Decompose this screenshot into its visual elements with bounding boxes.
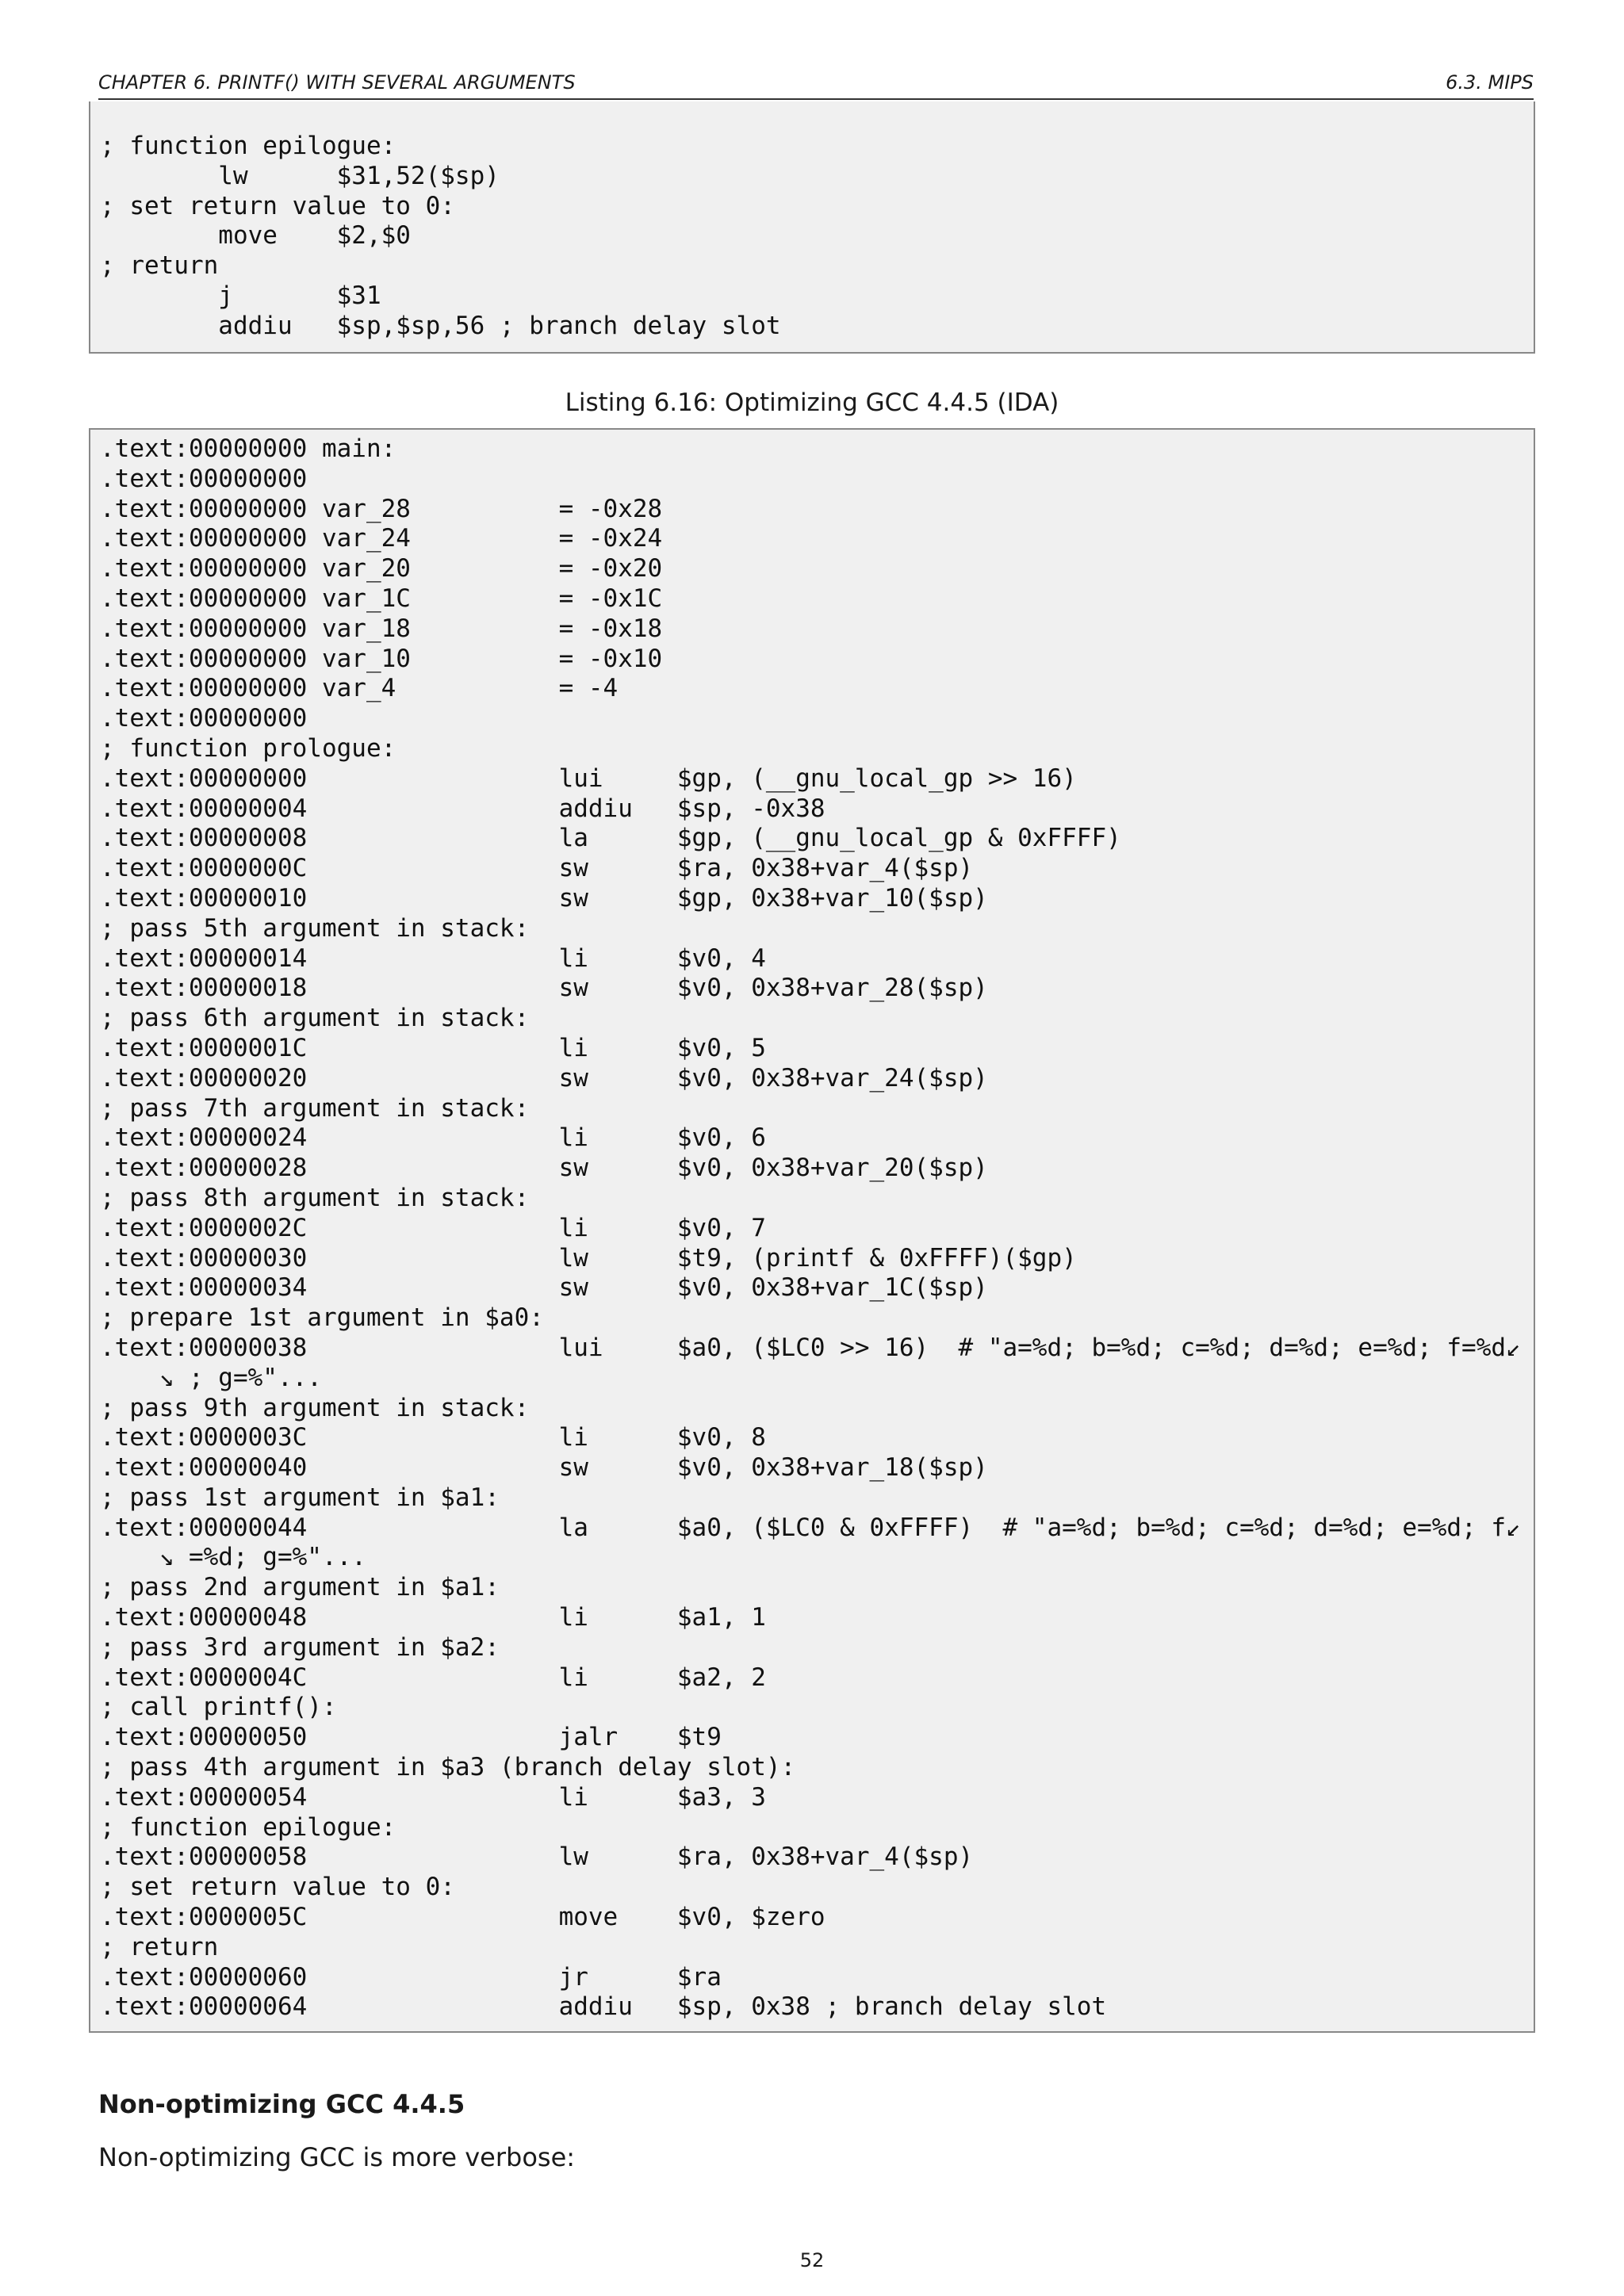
code-line: .text:00000030 lw $t9, (printf & 0xFFFF)($gp): [100, 1243, 1077, 1272]
code-line: .text:00000000 var_1C = -0x1C: [100, 584, 663, 613]
code-line: ; prepare 1st argument in $a0:: [100, 1303, 544, 1333]
code-line: .text:00000034 sw $v0, 0x38+var_1C($sp): [100, 1273, 988, 1303]
code-line: ; pass 4th argument in $a3 (branch delay slot):: [100, 1753, 796, 1782]
code-line: .text:00000040 sw $v0, 0x38+var_18($sp): [100, 1453, 988, 1483]
code-line: .text:00000014 li $v0, 4: [100, 943, 766, 973]
code-line: .text:00000060 jr $ra: [100, 1962, 722, 1992]
code-line: ↘ ; g=%"...: [100, 1363, 322, 1392]
code-line: .text:0000000C sw $ra, 0x38+var_4($sp): [100, 854, 974, 883]
page-header: [98, 70, 1534, 100]
code-line: .text:00000020 sw $v0, 0x38+var_24($sp): [100, 1063, 988, 1093]
code-line: .text:00000000: [100, 464, 308, 493]
paragraph: Non-optimizing GCC is more verbose:: [98, 2142, 576, 2172]
code-line: .text:00000000 var_10 = -0x10: [100, 644, 663, 673]
code-line: ; pass 8th argument in stack:: [100, 1183, 530, 1212]
code-line: ; pass 6th argument in stack:: [100, 1004, 530, 1033]
code-line: ; call printf():: [100, 1693, 337, 1722]
code-line: .text:00000000 var_18 = -0x18: [100, 614, 663, 643]
code-line: ; return: [100, 251, 219, 281]
code-line: move $2,$0: [100, 221, 411, 251]
code-line: ; pass 7th argument in stack:: [100, 1093, 530, 1123]
code-line: .text:00000038 lui $a0, ($LC0 >> 16) # "a=%d; b=%d; c=%d; d=%d; e=%d; f=%d↙: [100, 1333, 1521, 1362]
code-line: ; pass 2nd argument in $a1:: [100, 1573, 500, 1602]
code-line: .text:00000048 li $a1, 1: [100, 1603, 766, 1632]
code-line: ; pass 9th argument in stack:: [100, 1393, 530, 1422]
code-line: .text:0000004C li $a2, 2: [100, 1663, 766, 1692]
code-line: addiu $sp,$sp,56 ; branch delay slot: [100, 311, 781, 340]
page-number: 52: [799, 2249, 825, 2271]
code-line: .text:00000054 li $a3, 3: [100, 1782, 766, 1812]
code-line: .text:0000003C li $v0, 8: [100, 1423, 766, 1452]
code-line: .text:00000008 la $gp, (__gnu_local_gp & 0xFFFF): [100, 824, 1121, 853]
code-line: .text:00000000 main:: [100, 434, 396, 463]
code-listing-continued: [89, 101, 1535, 354]
code-line: .text:00000024 li $v0, 6: [100, 1123, 766, 1153]
code-line: ; set return value to 0:: [100, 1873, 455, 1902]
code-line: .text:00000018 sw $v0, 0x38+var_28($sp): [100, 974, 988, 1003]
code-line: ; pass 1st argument in $a1:: [100, 1483, 500, 1512]
code-line: .text:00000000 var_28 = -0x28: [100, 494, 663, 523]
code-line: .text:0000005C move $v0, $zero: [100, 1903, 825, 1932]
code-line: ; set return value to 0:: [100, 191, 455, 220]
code-line: ; function epilogue:: [100, 1812, 396, 1842]
code-line: ; return: [100, 1932, 219, 1961]
code-line: .text:00000000 var_20 = -0x20: [100, 554, 663, 584]
code-line: ; pass 3rd argument in $a2:: [100, 1632, 500, 1662]
code-line: .text:00000028 sw $v0, 0x38+var_20($sp): [100, 1154, 988, 1183]
code-line: ; function epilogue:: [100, 132, 396, 160]
code-line: .text:00000064 addiu $sp, 0x38 ; branch delay slot: [100, 1992, 1107, 2022]
code-line: .text:00000000 var_24 = -0x24: [100, 524, 663, 553]
code-line: .text:00000000 var_4 = -4: [100, 674, 619, 703]
code-line: ; function prologue:: [100, 733, 396, 763]
code-line: ↘ =%d; g=%"...: [100, 1543, 366, 1572]
code-line: .text:0000002C li $v0, 7: [100, 1213, 766, 1242]
section-number: 6.3. MIPS: [1446, 71, 1534, 94]
listing-caption: Listing 6.16: Optimizing GCC 4.4.5 (IDA): [565, 388, 1059, 417]
chapter-title: CHAPTER 6. PRINTF() WITH SEVERAL ARGUMENTS: [98, 71, 576, 94]
code-line: .text:00000004 addiu $sp, -0x38: [100, 794, 825, 823]
code-line: .text:00000044 la $a0, ($LC0 & 0xFFFF) # "a=%d; b=%d; c=%d; d=%d; e=%d; f↙: [100, 1513, 1521, 1542]
code-line: .text:00000000: [100, 704, 308, 733]
code-line: lw $31,52($sp): [100, 161, 500, 190]
code-line: .text:0000001C li $v0, 5: [100, 1033, 766, 1062]
code-line: j $31: [100, 281, 381, 310]
code-line: .text:00000010 sw $gp, 0x38+var_10($sp): [100, 883, 988, 913]
code-line: .text:00000050 jalr $t9: [100, 1723, 722, 1752]
code-line: .text:00000058 lw $ra, 0x38+var_4($sp): [100, 1843, 974, 1872]
code-listing: [89, 428, 1535, 2033]
code-line: ; pass 5th argument in stack:: [100, 913, 530, 943]
section-heading: Non-optimizing GCC 4.4.5: [98, 2089, 465, 2119]
code-line: .text:00000000 lui $gp, (__gnu_local_gp >> 16): [100, 763, 1077, 793]
